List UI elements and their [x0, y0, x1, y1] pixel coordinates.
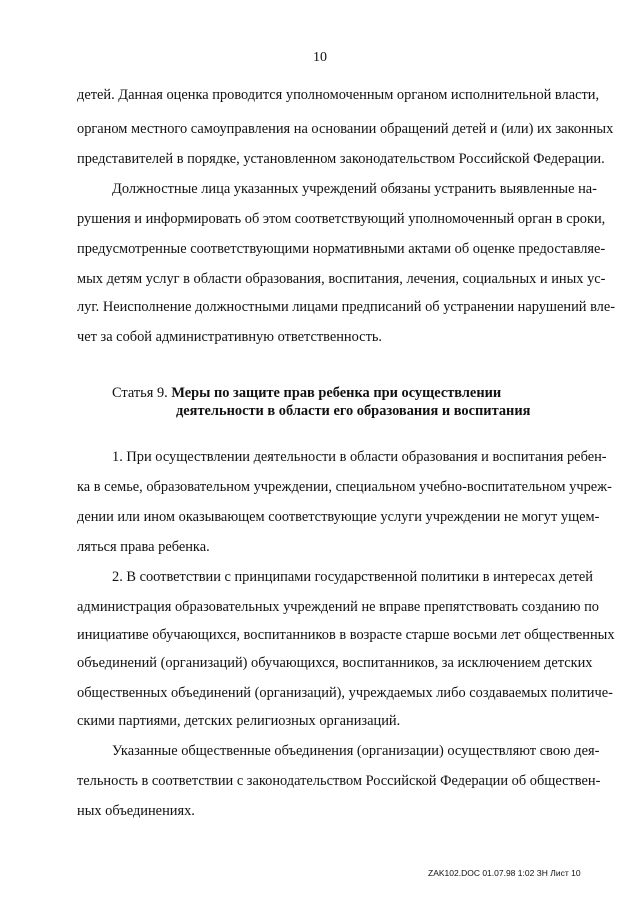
- paragraph-1-line-3: представителей в порядке, установленном законодательством Российской Федерации.: [77, 151, 605, 167]
- paragraph-2-line-2: рушения и информировать об этом соответствующий уполномоченный орган в сроки,: [77, 211, 606, 227]
- paragraph-1-line-2: органом местного самоуправления на основании обращений детей и (или) их законных: [77, 121, 614, 137]
- paragraph-2-line-1: Должностные лица указанных учреждений обязаны устранить выявленные на-: [112, 181, 597, 197]
- paragraph-2-line-5: луг. Неисполнение должностными лицами предписаний об устранении нарушений вле-: [77, 299, 616, 315]
- paragraph-2-line-3: предусмотренные соответствующими нормативными актами об оценке предоставляе-: [77, 241, 606, 257]
- paragraph-1-line-1: детей. Данная оценка проводится уполномоченным органом исполнительной власти,: [77, 87, 600, 103]
- article-number: Статья 9.: [112, 385, 168, 401]
- paragraph-4-line-3: инициативе обучающихся, воспитанников в возрасте старше восьми лет общественных: [77, 627, 615, 643]
- article-title-line-1: Меры по защите прав ребенка при осуществлении: [171, 385, 502, 401]
- paragraph-5-line-1: Указанные общественные объединения (организации) осуществляют свою дея-: [112, 743, 600, 759]
- paragraph-5-line-3: ных объединениях.: [77, 803, 195, 819]
- paragraph-4-line-4: объединений (организаций) обучающихся, воспитанников, за исключением детских: [77, 655, 593, 671]
- paragraph-4-line-6: скими партиями, детских религиозных организаций.: [77, 713, 401, 729]
- paragraph-2-line-6: чет за собой административную ответственность.: [77, 329, 383, 345]
- page-number: 10: [313, 50, 327, 65]
- paragraph-4-line-2: администрация образовательных учреждений не вправе препятствовать созданию по: [77, 599, 599, 615]
- paragraph-3-line-1: 1. При осуществлении деятельности в области образования и воспитания ребен-: [112, 449, 607, 465]
- paragraph-4-line-1: 2. В соответствии с принципами государственной политики в интересах детей: [112, 569, 593, 585]
- article-title-line-2: деятельности в области его образования и воспитания: [176, 403, 531, 419]
- paragraph-3-line-2: ка в семье, образовательном учреждении, специальном учебно-воспитательном учреж-: [77, 479, 612, 495]
- paragraph-4-line-5: общественных объединений (организаций), учреждаемых либо создаваемых политиче-: [77, 685, 613, 701]
- paragraph-3-line-3: дении или ином оказывающем соответствующие услуги учреждении не могут ущем-: [77, 509, 600, 525]
- paragraph-3-line-4: ляться права ребенка.: [77, 539, 210, 555]
- document-footer: ZAK102.DOC 01.07.98 1:02 ЗН Лист 10: [428, 868, 581, 878]
- paragraph-2-line-4: мых детям услуг в области образования, воспитания, лечения, социальных и иных ус-: [77, 271, 606, 287]
- article-heading: [112, 384, 501, 402]
- paragraph-5-line-2: тельность в соответствии с законодательством Российской Федерации об обществен-: [77, 773, 601, 789]
